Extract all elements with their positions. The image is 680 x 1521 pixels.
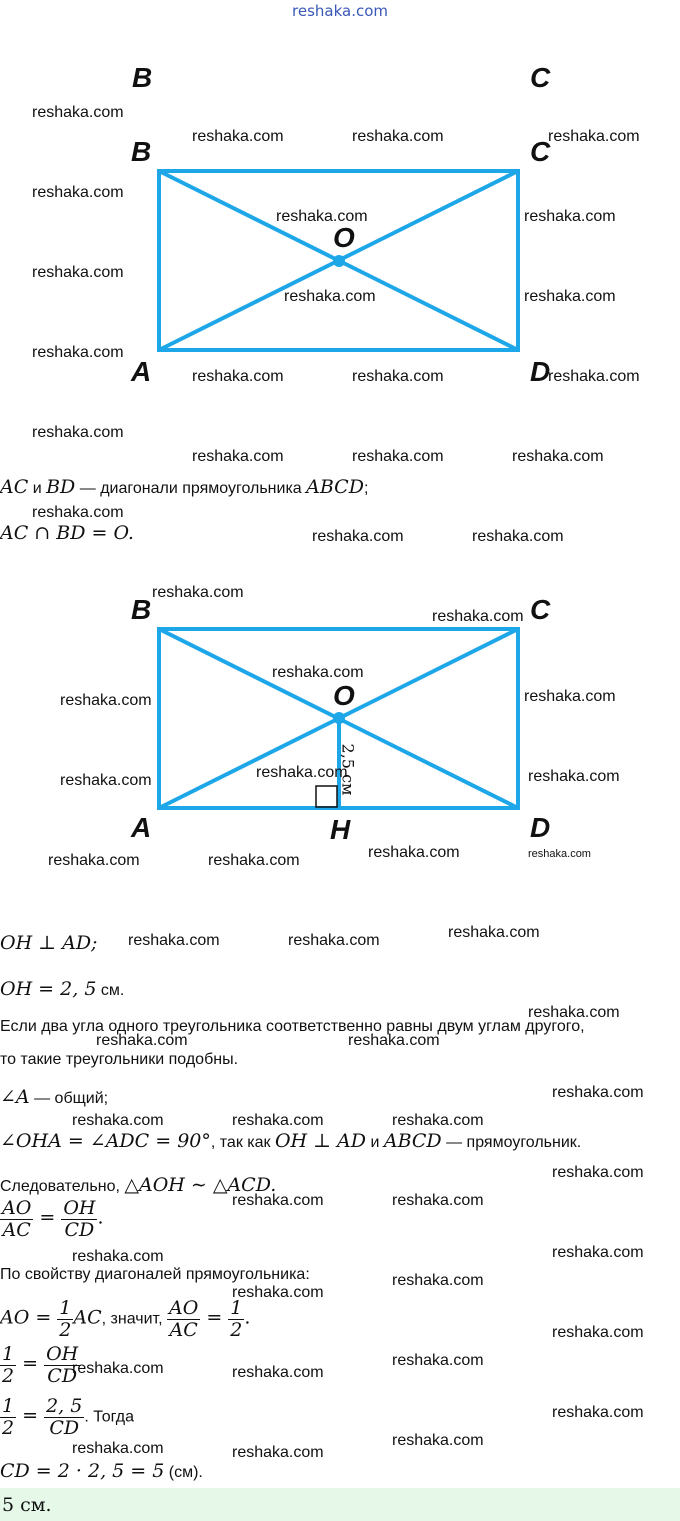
vertex-label-c-2: C — [530, 594, 551, 625]
watermark: reshaka.com — [96, 1032, 188, 1049]
watermark: reshaka.com — [32, 344, 124, 361]
watermark: reshaka.com — [552, 1324, 644, 1341]
watermark: reshaka.com — [272, 664, 364, 681]
watermark: reshaka.com — [552, 1244, 644, 1261]
watermark: reshaka.com — [284, 288, 376, 305]
rule-line-1: Если два угла одного треугольника соответственно равны двум углам другого, — [0, 1018, 585, 1035]
watermark: reshaka.com — [392, 1352, 484, 1369]
vertex-label-b-2: B — [131, 594, 152, 625]
statement-intersection: AC ∩ BD = O. — [0, 522, 134, 544]
watermark: reshaka.com — [528, 1004, 620, 1021]
watermark: reshaka.com — [528, 768, 620, 785]
watermark: reshaka.com — [32, 424, 124, 441]
watermark: reshaka.com — [232, 1112, 324, 1129]
watermark: reshaka.com — [512, 448, 604, 465]
line-half-ratio: $\frac{1}{2}$ = $\frac{OH}{CD}$ — [2, 1343, 79, 1387]
line-angle-a: ∠A — общий; — [0, 1086, 109, 1108]
watermark: reshaka.com — [256, 764, 348, 781]
watermark: reshaka.com — [524, 288, 616, 305]
line-half-value: $\frac{1}{2}$ = $\frac{2, 5}{CD}$ . Тогда — [2, 1395, 135, 1439]
line-ratio-ao-ac: $\frac{AO}{AC}$ = $\frac{OH}{CD}$ . — [2, 1197, 104, 1241]
watermark: reshaka.com — [208, 852, 300, 869]
watermark: reshaka.com — [288, 932, 380, 949]
watermark: reshaka.com — [432, 608, 524, 625]
watermark: reshaka.com — [48, 852, 140, 869]
line-oh-length: OH = 2, 5 см. — [0, 978, 125, 1000]
watermark: reshaka.com — [392, 1192, 484, 1209]
watermark: reshaka.com — [192, 368, 284, 385]
watermark: reshaka.com — [472, 528, 564, 545]
watermark: reshaka.com — [232, 1364, 324, 1381]
watermark: reshaka.com — [448, 924, 540, 941]
vertex-label-d-2: D — [530, 812, 551, 843]
watermark: reshaka.com — [128, 932, 220, 949]
watermark: reshaka.com — [72, 1440, 164, 1457]
watermark: reshaka.com — [368, 844, 460, 861]
point-o — [333, 255, 345, 267]
watermark: reshaka.com — [352, 448, 444, 465]
watermark: reshaka.com — [32, 104, 124, 121]
watermark: reshaka.com — [72, 1360, 164, 1377]
watermark: reshaka.com — [232, 1284, 324, 1301]
watermark: reshaka.com — [392, 1112, 484, 1129]
ghost-label-b: B — [132, 62, 153, 93]
answer-bar — [0, 1488, 680, 1521]
watermark: reshaka.com — [192, 128, 284, 145]
watermark: reshaka.com — [32, 504, 124, 521]
watermark: reshaka.com — [528, 848, 591, 860]
watermark: reshaka.com — [72, 1112, 164, 1129]
watermark: reshaka.com — [232, 1192, 324, 1209]
vertex-label-a: A — [131, 356, 152, 387]
site-header-link[interactable]: reshaka.com — [292, 2, 388, 20]
watermark: reshaka.com — [276, 208, 368, 225]
watermark: reshaka.com — [352, 368, 444, 385]
watermark: reshaka.com — [548, 368, 640, 385]
watermark: reshaka.com — [352, 128, 444, 145]
line-oh-perpendicular: OH ⊥ AD; — [0, 932, 98, 954]
statement-diagonals: AC и BD — диагонали прямоугольника ABCD; — [0, 476, 369, 498]
watermark: reshaka.com — [60, 772, 152, 789]
watermark: reshaka.com — [392, 1272, 484, 1289]
watermark: reshaka.com — [552, 1164, 644, 1181]
watermark: reshaka.com — [232, 1444, 324, 1461]
foot-label-h: H — [330, 814, 351, 845]
vertex-label-a-2: A — [131, 812, 152, 843]
answer-text: 5 см. — [2, 1494, 52, 1516]
watermark: reshaka.com — [32, 184, 124, 201]
center-label-o: O — [333, 222, 355, 253]
watermark: reshaka.com — [192, 448, 284, 465]
vertex-label-b: B — [131, 136, 152, 167]
watermark: reshaka.com — [524, 688, 616, 705]
ghost-label-c: C — [530, 62, 551, 93]
length-label-oh: 2,5 см — [338, 743, 358, 796]
watermark: reshaka.com — [548, 128, 640, 145]
center-label-o-2: O — [333, 680, 355, 711]
watermark: reshaka.com — [72, 1248, 164, 1265]
watermark: reshaka.com — [552, 1404, 644, 1421]
vertex-label-c: C — [530, 136, 551, 167]
line-diagonal-property: По свойству диагоналей прямоугольника: — [0, 1266, 310, 1283]
watermark: reshaka.com — [312, 528, 404, 545]
watermark: reshaka.com — [32, 264, 124, 281]
watermark: reshaka.com — [60, 692, 152, 709]
right-angle-mark — [316, 786, 337, 807]
line-cd-result: CD = 2 · 2, 5 = 5 (см). — [0, 1460, 203, 1482]
watermark: reshaka.com — [392, 1432, 484, 1449]
point-o-2 — [333, 712, 345, 724]
line-ao-half-ac: AO = $\frac{1}{2}$ AC, значит, $\frac{AO}{AC}$ = $\frac{1}{2}$ . — [0, 1297, 251, 1341]
watermark: reshaka.com — [552, 1084, 644, 1101]
line-similar-triangles: Следовательно, △AOH ∼ △ACD. — [0, 1174, 277, 1196]
rule-line-2: то такие треугольники подобны. — [0, 1051, 239, 1068]
vertex-label-d: D — [530, 356, 551, 387]
watermark: reshaka.com — [152, 584, 244, 601]
line-angle-oha: ∠OHA = ∠ADC = 90°, так как OH ⊥ AD и ABCD — прямоугольник. — [0, 1130, 582, 1152]
watermark: reshaka.com — [524, 208, 616, 225]
watermark: reshaka.com — [348, 1032, 440, 1049]
